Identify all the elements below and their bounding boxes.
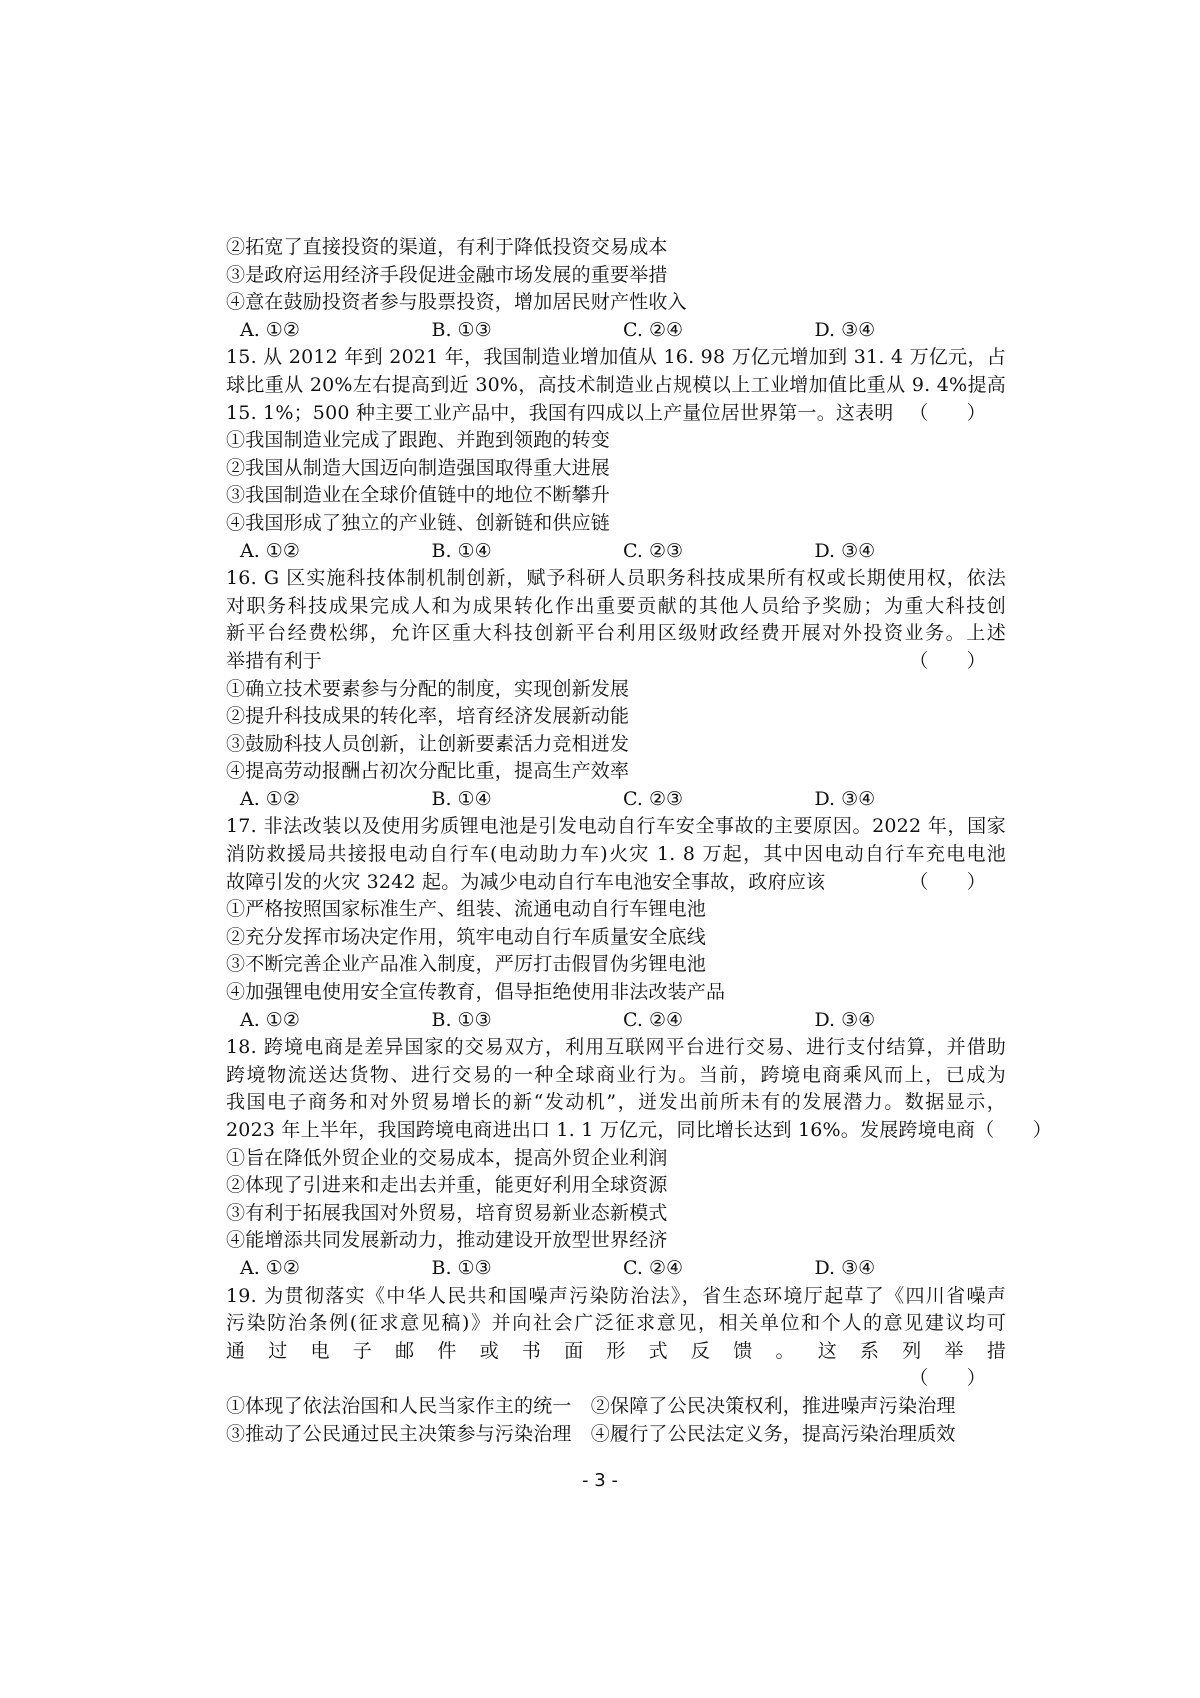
statement-option: ③推动了公民通过民主决策参与污染治理 ④履行了公民法定义务，提高污染治理质效 — [226, 1422, 956, 1445]
answer-blank: （ ） — [975, 1119, 1053, 1141]
statement-option: ②提升科技成果的转化率，培育经济发展新动能 — [226, 705, 630, 728]
answer-choice: D. ③④ — [814, 1008, 876, 1031]
question-stem-line: 对职务科技成果完成人和为成果转化作出重要贡献的其他人员给予奖励；为重大科技创 — [226, 594, 1006, 617]
answer-choice: D. ③④ — [814, 318, 876, 341]
answer-choice: B. ①③ — [431, 1008, 492, 1031]
question-stem-line: 19. 为贯彻落实《中华人民共和国噪声污染防治法》，省生态环境厅起草了《四川省噪声 — [226, 1284, 1006, 1307]
answer-blank: （ ） — [909, 1367, 986, 1390]
question-stem-line — [226, 400, 1006, 428]
statement-option: ②充分发挥市场决定作用，筑牢电动自行车质量安全底线 — [226, 925, 707, 948]
answer-choice: D. ③④ — [814, 787, 876, 810]
stem-text: 15. 1%；500 种主要工业产品中，我国有四成以上产量位居世界第一。这表明 — [226, 401, 894, 424]
stem-text: 故障引发的火灾 3242 起。为减少电动自行车电池安全事故，政府应该 — [226, 870, 826, 893]
answer-choice: D. ③④ — [814, 1256, 876, 1279]
question-content — [226, 234, 1053, 1448]
answer-choices — [226, 786, 1006, 814]
question-stem-line — [226, 1365, 1006, 1393]
question-stem-line: 通过电子邮件或书面形式反馈。这系列举措 — [226, 1339, 1006, 1362]
page-number: - 3 - — [582, 1470, 618, 1491]
answer-choice: A. ①② — [240, 787, 300, 810]
question-stem-line: 污染防治条例(征求意见稿)》并向社会广泛征求意见，相关单位和个人的意见建议均可 — [226, 1312, 1006, 1335]
statement-option: ③我国制造业在全球价值链中的地位不断攀升 — [226, 484, 611, 507]
statement-option: ①体现了依法治国和人民当家作主的统一 ②保障了公民决策权利，推进噪声污染治理 — [226, 1394, 956, 1417]
answer-choice: C. ②③ — [623, 787, 684, 810]
question-stem-line: 15. 从 2012 年到 2021 年，我国制造业增加值从 16. 98 万亿元增加到 31. 4 万亿元，占 — [226, 346, 1006, 369]
answer-choice: C. ②④ — [623, 1256, 684, 1279]
answer-choice: C. ②③ — [623, 539, 684, 562]
question-stem-line — [226, 1117, 1053, 1145]
answer-choice: D. ③④ — [814, 539, 876, 562]
answer-blank: （ ） — [909, 870, 986, 893]
statement-option: ④我国形成了独立的产业链、创新链和供应链 — [226, 511, 611, 534]
question-stem-line — [226, 648, 1006, 676]
statement-option: ①严格按照国家标准生产、组装、流通电动自行车锂电池 — [226, 898, 707, 921]
question-stem-line: 18. 跨境电商是差异国家的交易双方，利用互联网平台进行交易、进行支付结算，并借助 — [226, 1036, 1006, 1059]
statement-option: ④加强锂电使用安全宣传教育，倡导拒绝使用非法改装产品 — [226, 981, 726, 1004]
answer-choice: C. ②④ — [623, 1008, 684, 1031]
statement-option: ④能增添共同发展新动力，推动建设开放型世界经济 — [226, 1229, 668, 1252]
answer-choice: A. ①② — [240, 1256, 300, 1279]
statement-option: ②拓宽了直接投资的渠道，有利于降低投资交易成本 — [226, 236, 668, 258]
statement-option: ③是政府运用经济手段促进金融市场发展的重要举措 — [226, 263, 668, 286]
answer-choice: C. ②④ — [623, 318, 684, 341]
statement-option: ③不断完善企业产品准入制度，严厉打击假冒伪劣锂电池 — [226, 953, 707, 976]
answer-choices — [226, 538, 1006, 566]
answer-choice: A. ①② — [240, 1008, 300, 1031]
statement-option: ④意在鼓励投资者参与股票投资，增加居民财产性收入 — [226, 291, 687, 314]
answer-choices — [226, 317, 1006, 345]
answer-choice: B. ①③ — [431, 318, 492, 341]
answer-blank: （ ） — [909, 649, 986, 672]
statement-option: ①旨在降低外贸企业的交易成本，提高外贸企业利润 — [226, 1146, 668, 1169]
statement-option: ③有利于拓展我国对外贸易，培育贸易新业态新模式 — [226, 1201, 668, 1224]
answer-choice: B. ①④ — [431, 787, 492, 810]
question-stem-line: 我国电子商务和对外贸易增长的新“发动机”，迸发出前所未有的发展潜力。数据显示， — [226, 1091, 1006, 1114]
answer-choices — [226, 1007, 1006, 1035]
question-stem-line: 跨境物流送达货物、进行交易的一种全球商业行为。当前，跨境电商乘风而上，已成为 — [226, 1063, 1006, 1086]
question-stem-line: 新平台经费松绑，允许区重大科技创新平台利用区级财政经费开展对外投资业务。上述 — [226, 622, 1006, 645]
stem-text: 举措有利于 — [226, 649, 323, 672]
answer-choices — [226, 1255, 1006, 1283]
statement-option: ④提高劳动报酬占初次分配比重，提高生产效率 — [226, 760, 630, 783]
answer-choice: B. ①④ — [431, 539, 492, 562]
statement-option: ①我国制造业完成了跟跑、并跑到领跑的转变 — [226, 429, 611, 452]
answer-choice: B. ①③ — [431, 1256, 492, 1279]
stem-text: 2023 年上半年，我国跨境电商进出口 1. 1 万亿元，同比增长达到 16%。发展跨境电商 — [226, 1119, 976, 1141]
answer-choice: A. ①② — [240, 539, 300, 562]
question-stem-line — [226, 869, 1006, 897]
statement-option: ②我国从制造大国迈向制造强国取得重大进展 — [226, 456, 611, 479]
statement-option: ①确立技术要素参与分配的制度，实现创新发展 — [226, 677, 630, 700]
statement-option: ②体现了引进来和走出去并重，能更好利用全球资源 — [226, 1174, 668, 1197]
question-stem-line: 球比重从 20%左右提高到近 30%，高技术制造业占规模以上工业增加值比重从 9. 4%提高 — [226, 373, 1006, 396]
statement-option: ③鼓励科技人员创新，让创新要素活力竞相迸发 — [226, 732, 630, 755]
question-stem-line: 16. G 区实施科技体制机制创新，赋予科研人员职务科技成果所有权或长期使用权，依法 — [226, 567, 1006, 590]
question-stem-line: 消防救援局共接报电动自行车(电动助力车)火灾 1. 8 万起，其中因电动自行车充电电池 — [226, 843, 1006, 866]
answer-choice: A. ①② — [240, 318, 300, 341]
question-stem-line: 17. 非法改装以及使用劣质锂电池是引发电动自行车安全事故的主要原因。2022 年，国家 — [226, 815, 1006, 838]
answer-blank: （ ） — [909, 401, 986, 424]
